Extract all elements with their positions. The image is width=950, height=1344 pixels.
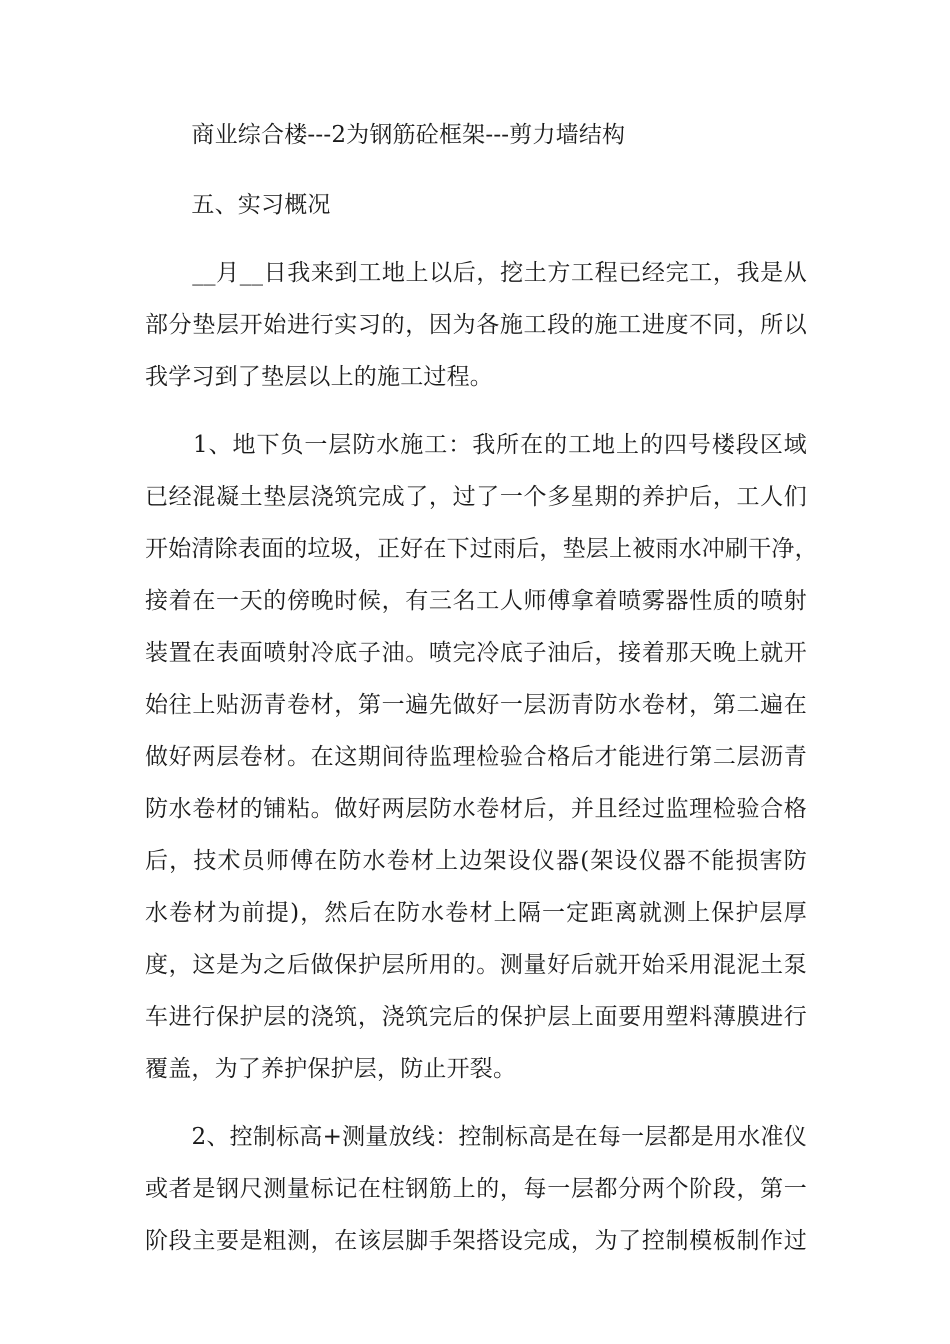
paragraph-line: 防水卷材的铺粘。做好两层防水卷材后，并且经过监理检验合格 xyxy=(145,796,807,822)
paragraph-line: 已经混凝土垫层浇筑完成了，过了一个多星期的养护后，工人们 xyxy=(145,484,807,510)
paragraph-line: 2、控制标高+测量放线：控制标高是在每一层都是用水准仪 xyxy=(145,1124,807,1150)
paragraph-line: 做好两层卷材。在这期间待监理检验合格后才能进行第二层沥青 xyxy=(145,744,807,770)
paragraph-line: 装置在表面喷射冷底子油。喷完冷底子油后，接着那天晚上就开 xyxy=(145,640,807,666)
section-heading: 五、实习概况 xyxy=(145,192,331,218)
paragraph-line: 阶段主要是粗测，在该层脚手架搭设完成，为了控制模板制作过 xyxy=(145,1228,807,1254)
paragraph-line: 接着在一天的傍晚时候，有三名工人师傅拿着喷雾器性质的喷射 xyxy=(145,588,807,614)
paragraph-line: 水卷材为前提)，然后在防水卷材上隔一定距离就测上保护层厚 xyxy=(145,900,807,926)
paragraph-line: 始往上贴沥青卷材，第一遍先做好一层沥青防水卷材，第二遍在 xyxy=(145,692,807,718)
paragraph-line: 部分垫层开始进行实习的，因为各施工段的施工进度不同，所以 xyxy=(145,312,807,338)
paragraph-line: 开始清除表面的垃圾，正好在下过雨后，垫层上被雨水冲刷干净， xyxy=(145,536,818,562)
paragraph-line: 覆盖，为了养护保护层，防止开裂。 xyxy=(145,1056,517,1082)
paragraph-line: 我学习到了垫层以上的施工过程。 xyxy=(145,364,493,390)
structure-line: 商业综合楼---2为钢筋砼框架---剪力墙结构 xyxy=(145,122,626,148)
paragraph-line: 或者是钢尺测量标记在柱钢筋上的，每一层都分两个阶段，第一 xyxy=(145,1176,807,1202)
paragraph-line: 1、地下负一层防水施工：我所在的工地上的四号楼段区域 xyxy=(145,432,807,458)
paragraph-line: 后，技术员师傅在防水卷材上边架设仪器(架设仪器不能损害防 xyxy=(145,848,807,874)
paragraph-line: __月__日我来到工地上以后，挖土方工程已经完工，我是从 xyxy=(145,260,807,286)
paragraph-line: 车进行保护层的浇筑，浇筑完后的保护层上面要用塑料薄膜进行 xyxy=(145,1004,807,1030)
paragraph-line: 度，这是为之后做保护层所用的。测量好后就开始采用混泥土泵 xyxy=(145,952,807,978)
